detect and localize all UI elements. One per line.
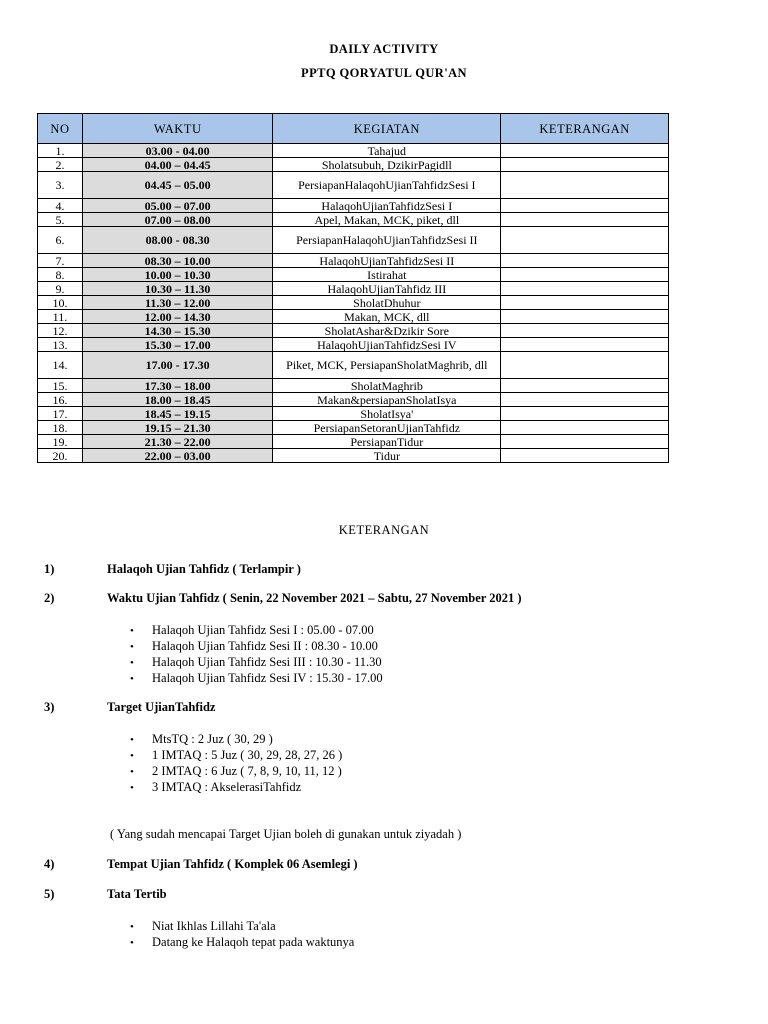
bullet-icon: • — [130, 782, 134, 794]
table-row — [38, 393, 669, 407]
section-number: 2) — [44, 591, 55, 605]
list-item: • Halaqoh Ujian Tahfidz Sesi II : 08.30 - 10.00 — [130, 639, 378, 653]
cell-waktu: 05.00 – 07.00 — [82, 199, 273, 213]
list-item: • Halaqoh Ujian Tahfidz Sesi III : 10.30 - 11.30 — [130, 655, 382, 669]
cell-keterangan — [501, 199, 669, 213]
cell-waktu: 12.00 – 14.30 — [82, 310, 273, 324]
bullet-icon: • — [130, 641, 134, 653]
cell-keterangan — [501, 310, 669, 324]
section-text: Waktu Ujian Tahfidz ( Senin, 22 November 2021 – Sabtu, 27 November 2021 ) — [107, 591, 522, 605]
bullet-icon: • — [130, 625, 134, 637]
cell-waktu: 18.45 – 19.15 — [82, 407, 273, 421]
bullet-icon: • — [130, 937, 134, 949]
target-note: ( Yang sudah mencapai Target Ujian boleh di gunakan untuk ziyadah ) — [110, 827, 462, 841]
cell-kegiatan: PersiapanSetoranUjianTahfidz — [273, 421, 501, 435]
cell-kegiatan: Sholatsubuh, DzikirPagidll — [273, 158, 501, 172]
col-header-kegiatan: KEGIATAN — [273, 114, 501, 144]
table-row — [38, 324, 669, 338]
table-row — [38, 296, 669, 310]
cell-waktu: 10.30 – 11.30 — [82, 282, 273, 296]
cell-kegiatan: Apel, Makan, MCK, piket, dll — [273, 213, 501, 227]
cell-keterangan — [501, 227, 669, 254]
cell-kegiatan: Tidur — [273, 449, 501, 463]
section-text: Tata Tertib — [107, 887, 167, 901]
cell-kegiatan: HalaqohUjianTahfidzSesi IV — [273, 338, 501, 352]
section-3 — [44, 700, 215, 715]
cell-waktu: 18.00 – 18.45 — [82, 393, 273, 407]
cell-waktu: 07.00 – 08.00 — [82, 213, 273, 227]
cell-no: 2. — [38, 158, 83, 172]
table-row — [38, 449, 669, 463]
cell-kegiatan: Makan, MCK, dll — [273, 310, 501, 324]
cell-keterangan — [501, 338, 669, 352]
list-item: • Niat Ikhlas Lillahi Ta'ala — [130, 919, 276, 933]
cell-kegiatan: SholatDhuhur — [273, 296, 501, 310]
bullet-icon: • — [130, 750, 134, 762]
cell-kegiatan: Istirahat — [273, 268, 501, 282]
cell-kegiatan: Piket, MCK, PersiapanSholatMaghrib, dll — [273, 352, 501, 379]
section-5 — [44, 887, 167, 902]
cell-kegiatan: HalaqohUjianTahfidzSesi I — [273, 199, 501, 213]
table-row — [38, 158, 669, 172]
cell-no: 12. — [38, 324, 83, 338]
cell-kegiatan: Makan&persiapanSholatIsya — [273, 393, 501, 407]
list-item: • 3 IMTAQ : AkselerasiTahfidz — [130, 780, 302, 794]
table-row — [38, 421, 669, 435]
bullet-icon: • — [130, 921, 134, 933]
table-row — [38, 268, 669, 282]
cell-no: 5. — [38, 213, 83, 227]
cell-waktu: 22.00 – 03.00 — [82, 449, 273, 463]
bullet-icon: • — [130, 734, 134, 746]
cell-no: 13. — [38, 338, 83, 352]
cell-waktu: 17.00 - 17.30 — [82, 352, 273, 379]
list-item: • Halaqoh Ujian Tahfidz Sesi I : 05.00 - 07.00 — [130, 623, 374, 637]
cell-waktu: 03.00 - 04.00 — [82, 144, 273, 158]
cell-kegiatan: SholatAshar&Dzikir Sore — [273, 324, 501, 338]
schedule-table — [37, 113, 669, 463]
table-row — [38, 407, 669, 421]
cell-keterangan — [501, 407, 669, 421]
cell-no: 4. — [38, 199, 83, 213]
cell-no: 18. — [38, 421, 83, 435]
page-title: DAILY ACTIVITY — [329, 42, 439, 56]
cell-waktu: 19.15 – 21.30 — [82, 421, 273, 435]
list-item: • Datang ke Halaqoh tepat pada waktunya — [130, 935, 355, 949]
cell-keterangan — [501, 254, 669, 268]
table-row — [38, 282, 669, 296]
cell-no: 14. — [38, 352, 83, 379]
keterangan-title: KETERANGAN — [338, 523, 430, 537]
cell-no: 11. — [38, 310, 83, 324]
list-item: • MtsTQ : 2 Juz ( 30, 29 ) — [130, 732, 273, 746]
cell-waktu: 15.30 – 17.00 — [82, 338, 273, 352]
cell-waktu: 08.30 – 10.00 — [82, 254, 273, 268]
cell-kegiatan: PersiapanHalaqohUjianTahfidzSesi I — [273, 172, 501, 199]
cell-kegiatan: HalaqohUjianTahfidz III — [273, 282, 501, 296]
table-row — [38, 254, 669, 268]
cell-keterangan — [501, 393, 669, 407]
cell-no: 10. — [38, 296, 83, 310]
cell-no: 9. — [38, 282, 83, 296]
cell-no: 19. — [38, 435, 83, 449]
cell-waktu: 21.30 – 22.00 — [82, 435, 273, 449]
cell-waktu: 11.30 – 12.00 — [82, 296, 273, 310]
cell-keterangan — [501, 282, 669, 296]
table-row — [38, 227, 669, 254]
cell-no: 16. — [38, 393, 83, 407]
section-4 — [44, 857, 358, 872]
cell-kegiatan: Tahajud — [273, 144, 501, 158]
table-row — [38, 338, 669, 352]
cell-no: 3. — [38, 172, 83, 199]
section-text: Tempat Ujian Tahfidz ( Komplek 06 Asemlegi ) — [107, 857, 358, 871]
cell-keterangan — [501, 352, 669, 379]
cell-kegiatan: PersiapanHalaqohUjianTahfidzSesi II — [273, 227, 501, 254]
cell-no: 8. — [38, 268, 83, 282]
cell-waktu: 14.30 – 15.30 — [82, 324, 273, 338]
cell-keterangan — [501, 435, 669, 449]
cell-no: 15. — [38, 379, 83, 393]
table-row — [38, 213, 669, 227]
section-number: 4) — [44, 857, 55, 871]
cell-kegiatan: PersiapanTidur — [273, 435, 501, 449]
cell-keterangan — [501, 296, 669, 310]
bullet-icon: • — [130, 673, 134, 685]
section-number: 3) — [44, 700, 55, 714]
cell-kegiatan: SholatMaghrib — [273, 379, 501, 393]
cell-kegiatan: HalaqohUjianTahfidzSesi II — [273, 254, 501, 268]
section-number: 5) — [44, 887, 55, 901]
cell-no: 7. — [38, 254, 83, 268]
cell-waktu: 17.30 – 18.00 — [82, 379, 273, 393]
cell-keterangan — [501, 172, 669, 199]
col-header-waktu: WAKTU — [82, 114, 273, 144]
section-1 — [44, 562, 301, 577]
list-item: • 1 IMTAQ : 5 Juz ( 30, 29, 28, 27, 26 ) — [130, 748, 343, 762]
section-2 — [44, 591, 522, 606]
bullet-icon: • — [130, 657, 134, 669]
cell-keterangan — [501, 268, 669, 282]
cell-keterangan — [501, 324, 669, 338]
col-header-no: NO — [38, 114, 83, 144]
table-row — [38, 379, 669, 393]
cell-waktu: 04.45 – 05.00 — [82, 172, 273, 199]
col-header-keterangan: KETERANGAN — [501, 114, 669, 144]
cell-kegiatan: SholatIsya' — [273, 407, 501, 421]
table-row — [38, 435, 669, 449]
cell-keterangan — [501, 158, 669, 172]
cell-waktu: 10.00 – 10.30 — [82, 268, 273, 282]
section-text: Target UjianTahfidz — [107, 700, 216, 714]
section-number: 1) — [44, 562, 55, 576]
table-header-row — [38, 114, 669, 144]
table-row — [38, 144, 669, 158]
table-row — [38, 172, 669, 199]
section-text: Halaqoh Ujian Tahfidz ( Terlampir ) — [107, 562, 301, 576]
list-item: • 2 IMTAQ : 6 Juz ( 7, 8, 9, 10, 11, 12 ) — [130, 764, 342, 778]
cell-waktu: 08.00 - 08.30 — [82, 227, 273, 254]
table-row — [38, 310, 669, 324]
cell-no: 20. — [38, 449, 83, 463]
list-item: • Halaqoh Ujian Tahfidz Sesi IV : 15.30 - 17.00 — [130, 671, 383, 685]
cell-keterangan — [501, 379, 669, 393]
cell-keterangan — [501, 213, 669, 227]
table-row — [38, 352, 669, 379]
cell-keterangan — [501, 449, 669, 463]
page-subtitle: PPTQ QORYATUL QUR'AN — [301, 66, 467, 80]
cell-no: 6. — [38, 227, 83, 254]
cell-no: 1. — [38, 144, 83, 158]
table-row — [38, 199, 669, 213]
cell-no: 17. — [38, 407, 83, 421]
cell-waktu: 04.00 – 04.45 — [82, 158, 273, 172]
cell-keterangan — [501, 144, 669, 158]
cell-keterangan — [501, 421, 669, 435]
bullet-icon: • — [130, 766, 134, 778]
